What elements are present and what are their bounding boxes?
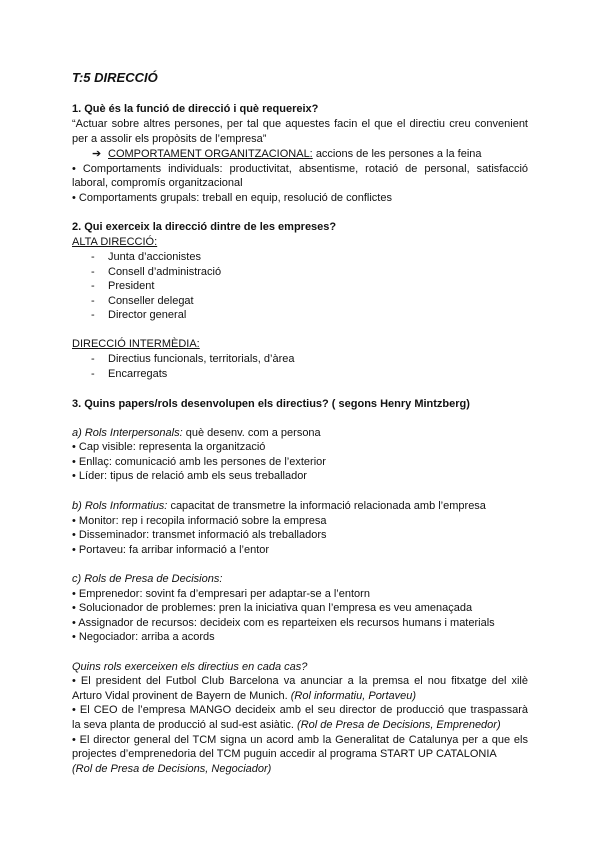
- comportament-label: COMPORTAMENT ORGANITZACIONAL:: [108, 148, 313, 160]
- list-item: • Enllaç: comunicació amb les persones de l’exterior: [72, 456, 326, 468]
- case-2-line-1: • El CEO de l’empresa MANGO decideix amb el seu director de producció que traspassarà: [72, 704, 528, 716]
- list-item: • Líder: tipus de relació amb els seus treballador: [72, 470, 307, 482]
- direccio-intermedia-label: DIRECCIÓ INTERMÈDIA:: [72, 338, 200, 350]
- individual-line-1: • Comportaments individuals: productivitat, absentisme, rotació de personal, satisfacció: [72, 163, 528, 175]
- list-item: • Emprenedor: sovint fa d’empresari per adaptar-se a l’entorn: [72, 588, 370, 600]
- document-title: T:5 DIRECCIÓ: [72, 70, 158, 85]
- list-item: • Solucionador de problemes: pren la iniciativa quan l’empresa es veu amenaçada: [72, 602, 473, 614]
- case-1-line-2: Arturo Vidal provinent de Bayern de Munich. (Rol informatiu, Portaveu): [72, 690, 417, 702]
- section-2-heading: 2. Qui exerceix la direcció dintre de les empreses?: [72, 221, 337, 233]
- rols-decisions-label: c) Rols de Presa de Decisions:: [72, 573, 223, 585]
- grupal-line: • Comportaments grupals: treball en equip, resolució de conflictes: [72, 192, 392, 204]
- section-3-heading: 3. Quins papers/rols desenvolupen els directius? ( segons Henry Mintzberg): [72, 398, 470, 410]
- list-item: Encarregats: [108, 368, 168, 380]
- case-3-line-2: projectes d’emprenedoria del TCM puguin accedir al programa START UP CATALONIA: [72, 748, 497, 760]
- case-1-line-1: • El president del Futbol Club Barcelona va anunciar a la premsa el nou fitxatge del xilè: [72, 675, 528, 687]
- section-1-heading: 1. Què és la funció de direcció i què requereix?: [72, 103, 319, 115]
- comportament-text: accions de les persones a la feina: [315, 148, 482, 160]
- document-page: T:5 DIRECCIÓ 1. Què és la funció de direcció i què requereix? “Actuar sobre altres persones, per tal que aquestes facin el que el directiu creu convenient per a assolir els propòsits de l’empresa” ➔ COMPORTAMENT ORGANITZACIONAL: accions de les persones a la feina • Comportaments individuals: productivitat, absentisme, rotació de personal, satisfacció laboral, compromís organitzacional • Comportaments grupals: treball en equip, resolució de conflictes 2. Qui exerceix la direcció dintre de les empreses? ALTA DIRECCIÓ: - Junta d’accionistes - Consell d’administració - President - Conseller delegat - Director general DIRECCIÓ INTERMÈDIA: - Directius funcionals, territorials, d’àrea - Encarregats 3. Quins papers/rols desenvolupen els directius? ( segons Henry Mintzberg) a) Rols Interpersonals: què desenv. com a persona • Cap visible: representa la organització • Enllaç: comunicació amb les persones de l’exterior • Líder: tipus de relació amb els seus treballador b) Rols Informatius: capacitat de transmetre la informació relacionada amb l’empresa • Monitor: rep i recopila informació sobre la empresa • Disseminador: transmet informació als treballadors • Portaveu: fa arribar informació a l’entor c) Rols de Presa de Decisions: • Emprenedor: sovint fa d’empresari per adaptar-se a l’entorn • Solucionador de problemes: pren la iniciativa quan l’empresa es veu amenaçada • Assignador de recursos: decideix com es reparteixen els recursos humans i materials • Negociador: arriba a acords Quins rols exerceixen els directius en cada cas? • El president del Futbol Club Barcelona va anunciar a la premsa el nou fitxatge del xilè Arturo Vidal provinent de Bayern de Munich. (Rol informatiu, Portaveu) • El CEO de l’empresa MANGO decideix amb el seu director de producció que traspassarà la seva planta de producció al sud-est asiàtic. (Rol de Presa de Decisions, Emprenedor) • El director general del TCM signa un acord amb la Generalitat de Catalunya per a que els projectes d’emprenedoria del TCM puguin accedir al programa START UP CATALONIA (Rol de Presa de Decisions, Negociador): [72, 70, 528, 775]
- list-item: Consell d’administració: [108, 266, 222, 278]
- case-2-answer: (Rol de Presa de Decisions, Emprenedor): [297, 719, 501, 731]
- rols-informatius-label: b) Rols Informatius:: [72, 500, 168, 512]
- list-item: • Monitor: rep i recopila informació sobre la empresa: [72, 515, 327, 527]
- rols-informatius-text: capacitat de transmetre la informació relacionada amb l’empresa: [170, 500, 486, 512]
- list-item: • Disseminador: transmet informació als treballadors: [72, 529, 327, 541]
- list-item: • Cap visible: representa la organització: [72, 441, 266, 453]
- rols-informatius-line: [72, 499, 486, 513]
- case-1-answer: (Rol informatiu, Portaveu): [290, 690, 417, 702]
- comportament-line: [108, 147, 482, 161]
- rols-interpersonals-text: què desenv. com a persona: [185, 427, 321, 439]
- alta-direccio-label: ALTA DIRECCIÓ:: [72, 236, 158, 248]
- list-item: • Portaveu: fa arribar informació a l’entor: [72, 544, 270, 556]
- quote-line-2: per a assolir els propòsits de l’empresa”: [72, 133, 267, 145]
- list-item: Directius funcionals, territorials, d’àrea: [108, 353, 295, 365]
- arrow-icon: ➔: [92, 148, 102, 160]
- cases-question: Quins rols exerceixen els directius en cada cas?: [72, 661, 308, 673]
- case-3-line-1: • El director general del TCM signa un acord amb la Generalitat de Catalunya per a que els: [72, 734, 528, 746]
- rols-interpersonals-label: a) Rols Interpersonals:: [72, 427, 183, 439]
- rols-interpersonals-line: [72, 426, 321, 440]
- list-item: Director general: [108, 309, 187, 321]
- case-2-line-2: la seva planta de producció al sud-est asiàtic. (Rol de Presa de Decisions, Emprenedor): [72, 719, 501, 731]
- list-item: • Negociador: arriba a acords: [72, 631, 215, 643]
- quote-line-1: “Actuar sobre altres persones, per tal que aquestes facin el que el directiu creu convenient: [72, 118, 528, 130]
- list-item: Conseller delegat: [108, 295, 194, 307]
- individual-line-2: laboral, compromís organitzacional: [72, 177, 243, 189]
- list-item: President: [108, 280, 155, 292]
- list-item: Junta d’accionistes: [108, 251, 201, 263]
- case-3-answer: (Rol de Presa de Decisions, Negociador): [72, 763, 272, 775]
- list-item: • Assignador de recursos: decideix com es reparteixen els recursos humans i materials: [72, 617, 495, 629]
